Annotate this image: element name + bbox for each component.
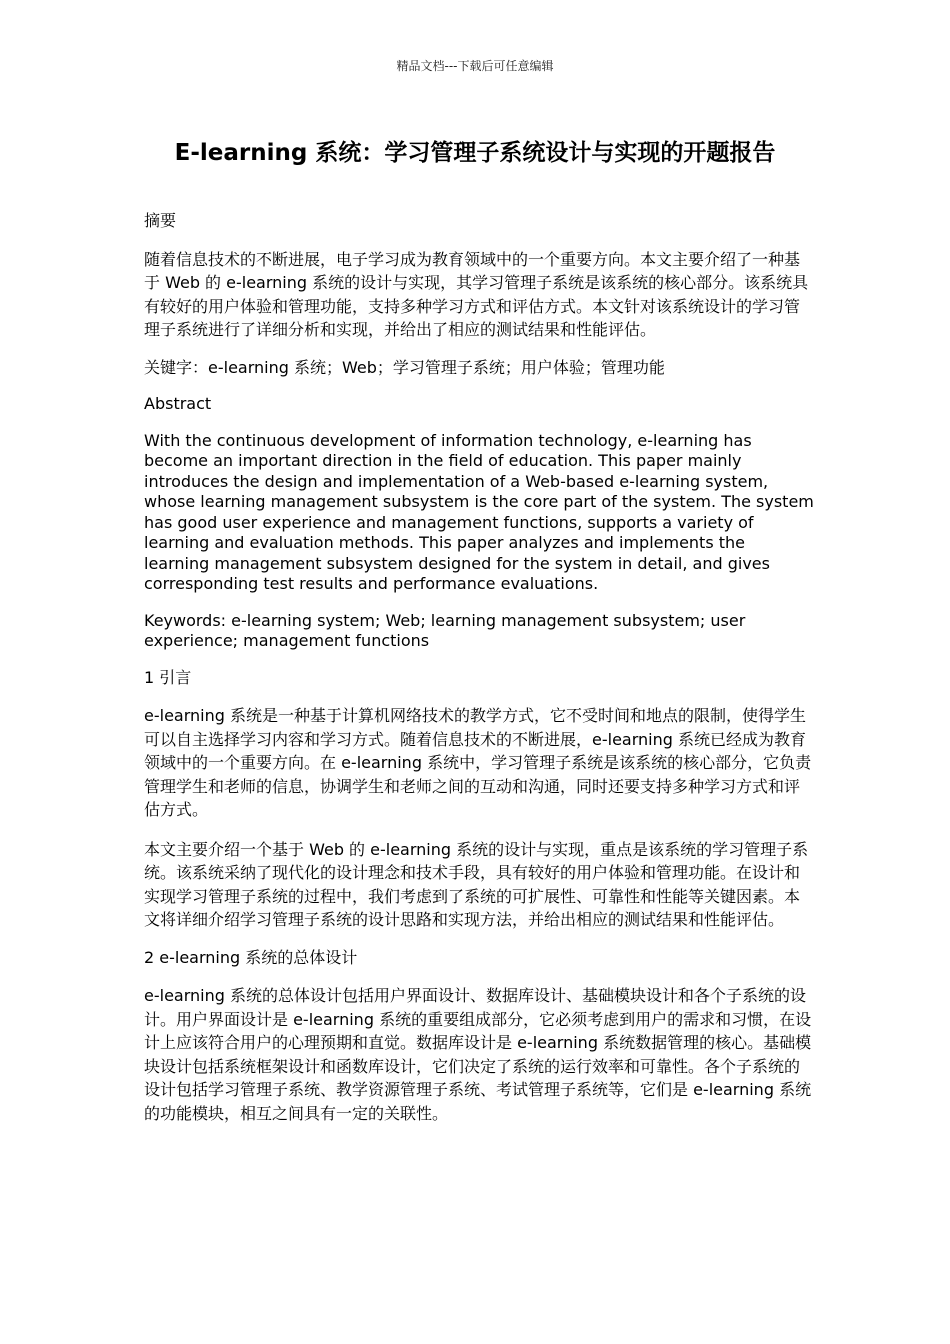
section-paragraph: e-learning 系统是一种基于计算机网络技术的教学方式，它不受时间和地点的限制，使得学生可以自主选择学习内容和学习方式。随着信息技术的不断进展，e-learning 系统已经成为教育领域中的一个重要方向。在 e-learning 系统中，学习管理子系统是该系统的核心部分，它负责管理学生和老师的信息，协调学生和老师之间的互动和沟通，同时还要支持多种学习方式和评估方式。 <box>144 706 812 819</box>
section-heading: 2 e-learning 系统的总体设计 <box>144 947 358 967</box>
document-title: E-learning 系统：学习管理子系统设计与实现的开题报告 <box>174 140 776 166</box>
abstract-en-body: With the continuous development of information technology, e-learning has become an important direction in the field of education. This paper mainly introduces the design and implementation of a Web-based e-learning system, whose learning management subsystem is the core part of the system. The system has good user experience and management functions, supports a variety of learning and evaluation methods. This paper analyzes and implements the learning management subsystem designed for the system in detail, and gives corresponding test results and performance evaluations. <box>144 430 814 593</box>
abstract-cn-body: 随着信息技术的不断进展，电子学习成为教育领域中的一个重要方向。本文主要介绍了一种基于 Web 的 e-learning 系统的设计与实现，其学习管理子系统是该系统的核心部分。该系统具有较好的用户体验和管理功能，支持多种学习方式和评估方式。本文针对该系统设计的学习管理子系统进行了详细分析和实现，并给出了相应的测试结果和性能评估。 <box>144 249 809 339</box>
abstract-en-heading: Abstract <box>144 394 212 413</box>
keywords-cn: 关键字：e-learning 系统；Web；学习管理子系统；用户体验；管理功能 <box>144 357 665 377</box>
section-paragraph: e-learning 系统的总体设计包括用户界面设计、数据库设计、基础模块设计和各个子系统的设计。用户界面设计是 e-learning 系统的重要组成部分，它必须考虑到用户的需求和习惯，在设计上应该符合用户的心理预期和直觉。数据库设计是 e-learning 系统数据管理的核心。基础模块设计包括系统框架设计和函数库设计，它们决定了系统的运行效率和可靠性。各个子系统的设计包括学习管理子系统、教学资源管理子系统、考试管理子系统等，它们是 e-learning 系统的功能模块，相互之间具有一定的关联性。 <box>144 986 812 1123</box>
section-heading: 1 引言 <box>144 667 192 687</box>
header-note: 精品文档---下载后可任意编辑 <box>396 59 554 73</box>
document-body <box>144 211 814 1141</box>
section-paragraph: 本文主要介绍一个基于 Web 的 e-learning 系统的设计与实现，重点是该系统的学习管理子系统。该系统采纳了现代化的设计理念和技术手段，具有较好的用户体验和管理功能。在设计和实现学习管理子系统的过程中，我们考虑到了系统的可扩展性、可靠性和性能等关键因素。本文将详细介绍学习管理子系统的设计思路和实现方法，并给出相应的测试结果和性能评估。 <box>144 839 809 929</box>
abstract-cn-heading: 摘要 <box>144 211 177 230</box>
keywords-en: Keywords: e-learning system; Web; learning management subsystem; user experience; management functions <box>144 610 746 650</box>
